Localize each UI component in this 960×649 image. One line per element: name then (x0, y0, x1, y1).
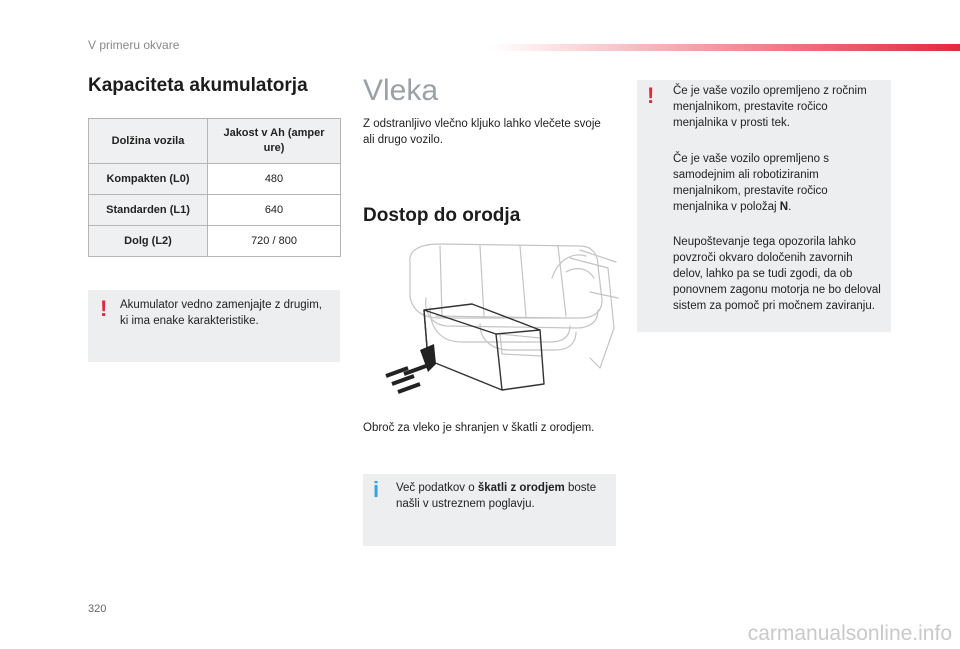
warning-exclamation-icon: ! (647, 83, 655, 108)
arrow-icon (386, 344, 436, 392)
towing-heading: Vleka (363, 74, 439, 107)
header-title: V primeru okvare (88, 38, 180, 52)
watermark: carmanualsonline.info (747, 622, 952, 645)
seat-toolbox-illustration (380, 238, 620, 398)
battery-warning-box (88, 290, 340, 362)
tool-access-heading: Dostop do orodja (363, 205, 521, 226)
table-cell: 720 / 800 (208, 226, 341, 257)
table-header-cell: Jakost v Ah (amper ure) (208, 119, 341, 164)
manual-gearbox-text: Če je vaše vozilo opremljeno z ročnim menjalnikom, prestavite ročico menjalnika v prosti tek. (673, 85, 867, 129)
info-icon: i (373, 477, 380, 502)
warning-exclamation-icon: ! (100, 296, 108, 321)
header-accent-bar (490, 44, 960, 51)
table-cell: Standarden (L1) (89, 195, 208, 226)
table-cell: 480 (208, 164, 341, 195)
gearbox-warning-box (637, 80, 891, 332)
table-header-cell: Dolžina vozila (89, 119, 208, 164)
battery-warning-text: Akumulator vedno zamenjajte z drugim, ki ima enake karakteristike. (120, 299, 322, 327)
page-number: 320 (88, 603, 107, 615)
table-cell: 640 (208, 195, 341, 226)
table-row (89, 164, 341, 195)
tow-ring-caption: Obroč za vleko je shranjen v škatli z orodjem. (363, 422, 595, 434)
info-box (363, 474, 616, 546)
table-row (89, 195, 341, 226)
brake-warning-text: Neupoštevanje tega opozorila lahko povzroči okvaro določenih zavornih delov, lahko pa se tudi zgodi, da ob ponovnem zagonu motorja ne bo deloval sistem za pomoč pri močnem zaviranju. (673, 236, 881, 312)
table-header-row (89, 119, 341, 164)
info-text: Več podatkov o škatli z orodjem boste našli v ustreznem poglavju. (396, 482, 597, 510)
battery-capacity-table (88, 118, 341, 257)
table-cell: Dolg (L2) (89, 226, 208, 257)
towing-intro: Z odstranljivo vlečno kljuko lahko vlečete svoje ali drugo vozilo. (363, 118, 601, 146)
table-row (89, 226, 341, 257)
battery-heading: Kapaciteta akumulatorja (88, 75, 308, 96)
automatic-gearbox-text: Če je vaše vozilo opremljeno s samodejnim ali robotiziranim menjalnikom, prestavite ročico menjalnika v položaj N. (673, 153, 829, 213)
table-cell: Kompakten (L0) (89, 164, 208, 195)
